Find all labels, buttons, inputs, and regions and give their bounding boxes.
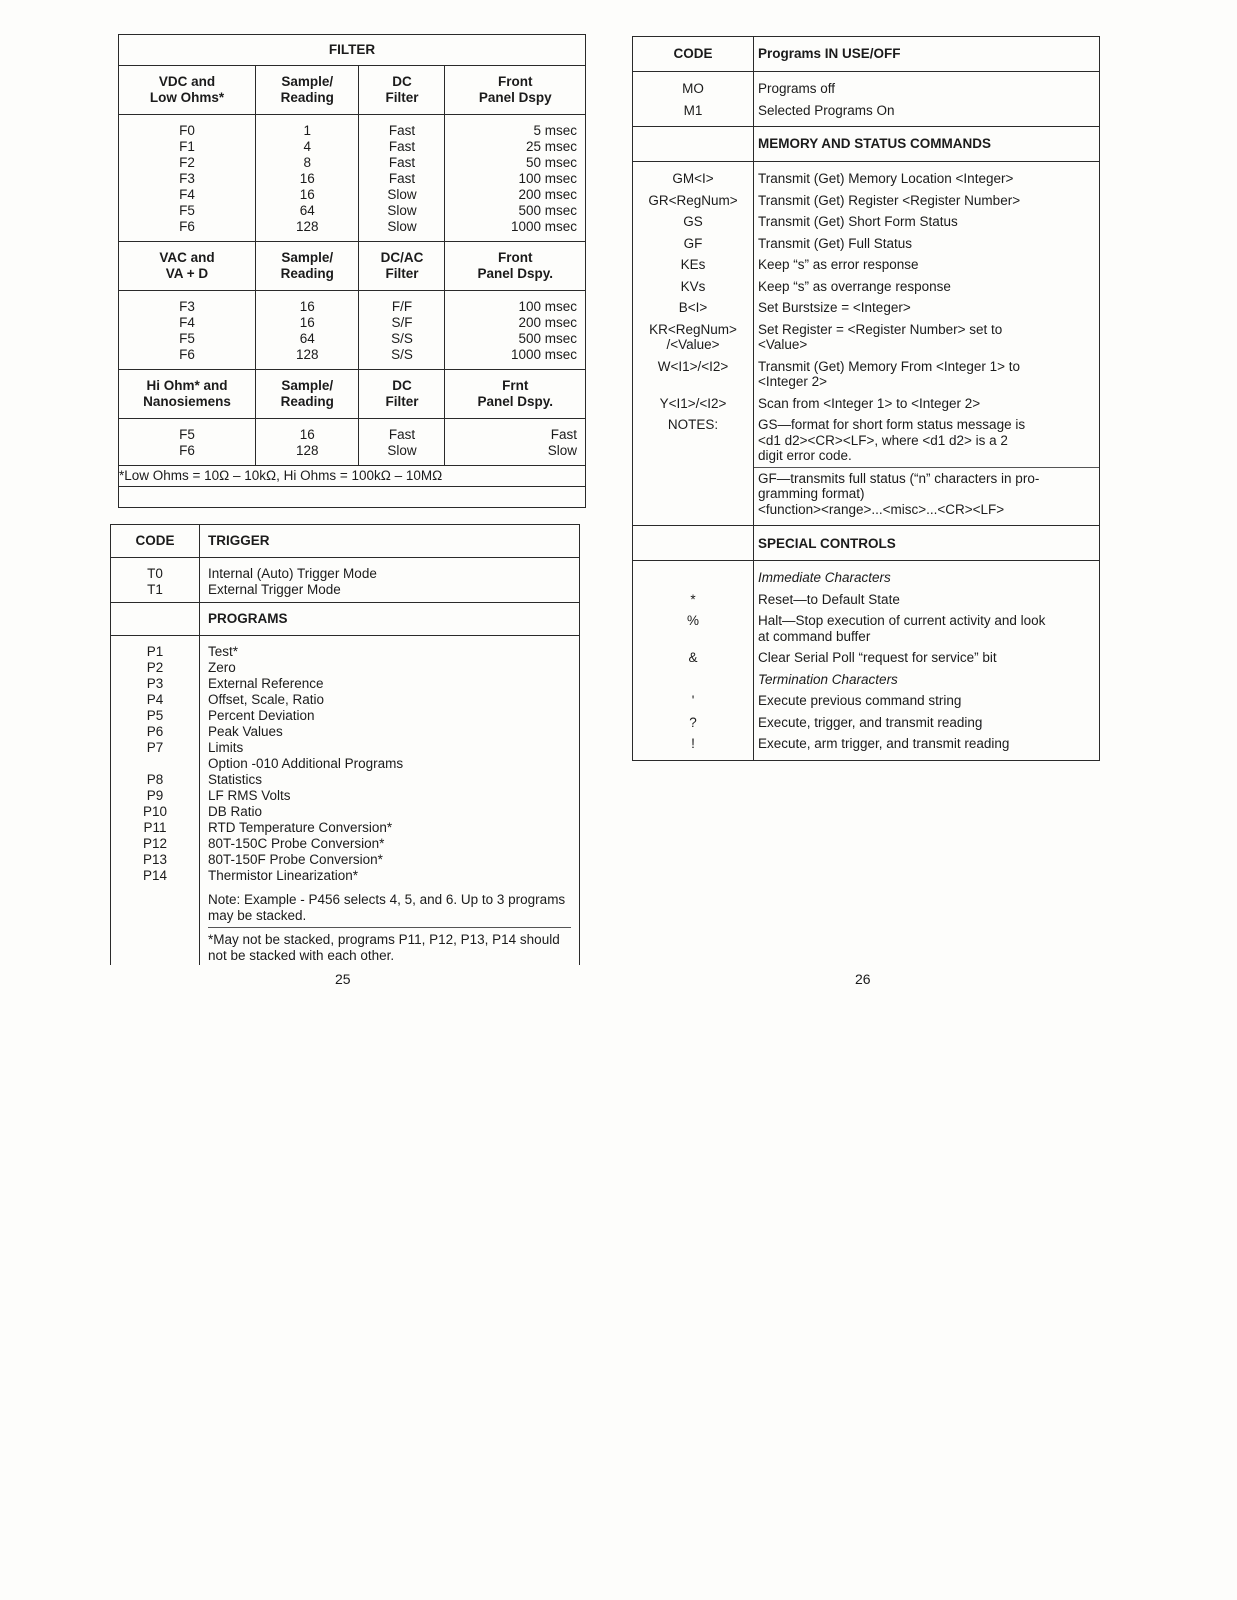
filter-column-stack [127, 427, 247, 459]
trigger-description: Internal (Auto) Trigger Mode [208, 566, 377, 581]
filter-cell: Fast [388, 139, 416, 154]
special-control-char: * [633, 589, 754, 611]
filter-group-header [119, 242, 586, 291]
memory-command-description: Transmit (Get) Memory From <Integer 1> to <Integer 2> [754, 356, 1100, 393]
memory-command-code: B<I> [633, 297, 754, 319]
filter-column-header: Frnt Panel Dspy. [445, 370, 586, 419]
special-control-char: ' [633, 690, 754, 712]
memory-command-row [633, 162, 1100, 190]
filter-column-cells [359, 115, 445, 242]
filter-cell: 200 msec [518, 187, 577, 202]
memory-command-description: GS—format for short form status message is <d1 d2><CR><LF>, where <d1 d2> is a 2 digit error code. [754, 414, 1100, 467]
filter-cell: F2 [179, 155, 195, 170]
program-code: P7 [146, 740, 164, 755]
filter-cell: 50 msec [525, 155, 577, 170]
memory-command-description: Transmit (Get) Short Form Status [754, 211, 1100, 233]
memory-command-code: GS [633, 211, 754, 233]
trigger-description: External Trigger Mode [208, 582, 341, 597]
filter-column-header: DC Filter [359, 66, 445, 115]
filter-column-cells [445, 291, 586, 370]
special-control-description: Termination Characters [754, 669, 1100, 691]
filter-column-header: VAC and VA + D [119, 242, 256, 291]
memory-command-code: KVs [633, 276, 754, 298]
trigger-descriptions [208, 566, 571, 598]
special-control-row [633, 610, 1100, 647]
trigger-code-header: CODE [111, 525, 200, 558]
programs-note-exclusions: *May not be stacked, programs P11, P12, P13, P14 should not be stacked with each other. [208, 932, 560, 963]
filter-column-cells [256, 291, 359, 370]
filter-spacer [119, 487, 586, 508]
memory-command-row [633, 254, 1100, 276]
special-control-description: Halt—Stop execution of current activity and look at command buffer [754, 610, 1100, 647]
memory-command-description: Keep “s” as error response [754, 254, 1100, 276]
program-code: P2 [146, 660, 164, 675]
filter-cell: 16 [299, 171, 315, 186]
memory-command-code: GM<I> [633, 162, 754, 190]
memory-command-row [633, 414, 1100, 467]
programs-code-blank [111, 603, 200, 636]
filter-column-stack [367, 123, 436, 235]
filter-column-stack [453, 427, 577, 459]
special-control-row [633, 589, 1100, 611]
special-control-description: Reset—to Default State [754, 589, 1100, 611]
page-number-right: 26 [855, 971, 871, 987]
programs-inuse-code: MO [633, 72, 754, 100]
filter-column-stack [453, 299, 577, 363]
filter-cell: F3 [179, 171, 195, 186]
memory-command-row [633, 393, 1100, 415]
filter-column-header: Front Panel Dspy. [445, 242, 586, 291]
filter-column-cells [119, 419, 256, 466]
programs-inuse-description: Selected Programs On [754, 100, 1100, 127]
filter-cell: F6 [179, 219, 195, 234]
special-control-row [633, 690, 1100, 712]
filter-cell: Fast [388, 155, 416, 170]
filter-column-stack [264, 123, 350, 235]
program-description: RTD Temperature Conversion* [208, 820, 393, 835]
program-code: P13 [142, 852, 168, 867]
memory-command-description: Transmit (Get) Full Status [754, 233, 1100, 255]
memory-command-code: GF [633, 233, 754, 255]
filter-column-stack [264, 299, 350, 363]
programs-inuse-code: M1 [633, 100, 754, 127]
program-description: External Reference [208, 676, 324, 691]
program-code: P9 [146, 788, 164, 803]
memory-command-description: Scan from <Integer 1> to <Integer 2> [754, 393, 1100, 415]
special-control-char: & [633, 647, 754, 669]
filter-cell: Fast [388, 427, 416, 442]
filter-column-header: Sample/ Reading [256, 370, 359, 419]
memory-command-row [633, 211, 1100, 233]
special-code-blank [633, 526, 754, 561]
filter-cell: F1 [179, 139, 195, 154]
program-description: LF RMS Volts [208, 788, 291, 803]
filter-cell: F3 [179, 299, 195, 314]
special-title: SPECIAL CONTROLS [754, 526, 1100, 561]
programs-note-stacking: Note: Example - P456 selects 4, 5, and 6. Up to 3 programs may be stacked. [208, 884, 571, 928]
special-control-description: Clear Serial Poll “request for service” bit [754, 647, 1100, 669]
filter-group-body [119, 291, 586, 370]
filter-cell: F6 [179, 443, 195, 458]
filter-cell: F4 [179, 315, 195, 330]
filter-cell: 4 [303, 139, 311, 154]
page-number-left: 25 [335, 971, 351, 987]
filter-cell: S/S [391, 347, 413, 362]
special-control-description: Immediate Characters [754, 561, 1100, 589]
filter-cell: 16 [299, 427, 315, 442]
filter-cell: 128 [295, 219, 319, 234]
memory-command-code: KEs [633, 254, 754, 276]
trigger-code: T1 [147, 582, 163, 597]
programs-title: PROGRAMS [200, 603, 580, 636]
filter-group-header [119, 66, 586, 115]
program-code: P10 [142, 804, 168, 819]
filter-cell: Fast [388, 123, 416, 138]
filter-cell: F/F [391, 299, 413, 314]
program-code: P1 [146, 644, 164, 659]
special-control-row [633, 669, 1100, 691]
filter-cell: Slow [387, 443, 417, 458]
memory-command-code: W<I1>/<I2> [633, 356, 754, 393]
filter-cell: 500 msec [518, 331, 577, 346]
filter-column-cells [359, 291, 445, 370]
programs-inuse-title: Programs IN USE/OFF [754, 37, 1100, 72]
memory-command-row [633, 190, 1100, 212]
program-description: Option -010 Additional Programs [208, 756, 404, 771]
special-control-description: Execute previous command string [754, 690, 1100, 712]
filter-column-header: Sample/ Reading [256, 242, 359, 291]
special-control-row [633, 712, 1100, 734]
special-control-char: ? [633, 712, 754, 734]
filter-title: FILTER [119, 35, 586, 66]
filter-group-body [119, 115, 586, 242]
special-control-char [633, 669, 754, 691]
program-description: Limits [208, 740, 244, 755]
programs-inuse-row [633, 100, 1100, 127]
filter-footnote: *Low Ohms = 10Ω – 10kΩ, Hi Ohms = 100kΩ – 10MΩ [119, 466, 586, 487]
filter-column-header: DC Filter [359, 370, 445, 419]
trigger-title: TRIGGER [200, 525, 580, 558]
filter-cell: Slow [547, 443, 577, 458]
filter-cell: F4 [179, 187, 195, 202]
filter-cell: 16 [299, 315, 315, 330]
program-description: Offset, Scale, Ratio [208, 692, 325, 707]
filter-column-cells [119, 115, 256, 242]
memory-command-description: Transmit (Get) Memory Location <Integer> [754, 162, 1100, 190]
memory-command-row [633, 233, 1100, 255]
memory-command-row [633, 356, 1100, 393]
filter-cell: F6 [179, 347, 195, 362]
filter-cell: 1 [303, 123, 311, 138]
filter-cell: 5 msec [533, 123, 577, 138]
filter-cell: 128 [295, 443, 319, 458]
program-code [111, 756, 199, 772]
special-control-char [633, 561, 754, 589]
special-control-description: Execute, trigger, and transmit reading [754, 712, 1100, 734]
filter-column-stack [127, 299, 247, 363]
filter-table [118, 34, 586, 508]
filter-cell: 16 [299, 299, 315, 314]
filter-cell: 100 msec [518, 299, 577, 314]
memory-command-description: GF—transmits full status (“n” characters in pro- gramming format) <function><range>...<misc>...<CR><LF> [754, 467, 1100, 526]
filter-column-cells [119, 291, 256, 370]
memory-title: MEMORY AND STATUS COMMANDS [754, 127, 1100, 162]
program-description: Percent Deviation [208, 708, 315, 723]
program-description: 80T-150C Probe Conversion* [208, 836, 385, 851]
filter-column-header: Hi Ohm* and Nanosiemens [119, 370, 256, 419]
programs-inuse-row [633, 72, 1100, 100]
filter-column-stack [367, 427, 436, 459]
filter-cell: Slow [387, 187, 417, 202]
filter-column-stack [127, 123, 247, 235]
special-control-row [633, 647, 1100, 669]
filter-cell: Fast [550, 427, 577, 442]
special-control-char: ! [633, 733, 754, 760]
filter-cell: Slow [387, 219, 417, 234]
programs-inuse-description: Programs off [754, 72, 1100, 100]
memory-command-code: KR<RegNum> /<Value> [633, 319, 754, 356]
program-description: Statistics [208, 772, 263, 787]
memory-command-code [633, 467, 754, 526]
program-code: P3 [146, 676, 164, 691]
filter-cell: F0 [179, 123, 195, 138]
filter-cell: Slow [387, 203, 417, 218]
memory-command-description: Set Register = <Register Number> set to <Value> [754, 319, 1100, 356]
filter-cell: 200 msec [518, 315, 577, 330]
filter-cell: 64 [299, 203, 315, 218]
filter-cell: Fast [388, 171, 416, 186]
filter-cell: 128 [295, 347, 319, 362]
program-code: P12 [142, 836, 168, 851]
program-description: Peak Values [208, 724, 283, 739]
filter-cell: 100 msec [518, 171, 577, 186]
special-control-row [633, 733, 1100, 760]
filter-column-cells [445, 419, 586, 466]
filter-column-header: VDC and Low Ohms* [119, 66, 256, 115]
filter-column-cells [256, 419, 359, 466]
memory-command-description: Set Burstsize = <Integer> [754, 297, 1100, 319]
program-code: P14 [142, 868, 168, 883]
memory-command-code: Y<I1>/<I2> [633, 393, 754, 415]
program-descriptions [208, 644, 571, 884]
trigger-code: T0 [147, 566, 163, 581]
memory-command-row [633, 297, 1100, 319]
filter-column-cells [359, 419, 445, 466]
filter-cell: 8 [303, 155, 311, 170]
memory-command-row [633, 319, 1100, 356]
program-code: P8 [146, 772, 164, 787]
filter-column-header: Front Panel Dspy [445, 66, 586, 115]
program-code: P5 [146, 708, 164, 723]
program-description: Thermistor Linearization* [208, 868, 359, 883]
special-control-description: Execute, arm trigger, and transmit reading [754, 733, 1100, 760]
memory-code-blank [633, 127, 754, 162]
memory-command-code: GR<RegNum> [633, 190, 754, 212]
memory-command-row [633, 467, 1100, 526]
filter-column-stack [367, 299, 436, 363]
filter-cell: 25 msec [525, 139, 577, 154]
memory-command-row [633, 276, 1100, 298]
program-code: P4 [146, 692, 164, 707]
filter-column-cells [445, 115, 586, 242]
filter-cell: 16 [299, 187, 315, 202]
filter-cell: S/F [391, 315, 413, 330]
program-description: Zero [208, 660, 236, 675]
memory-command-description: Keep “s” as overrange response [754, 276, 1100, 298]
memory-command-description: Transmit (Get) Register <Register Number> [754, 190, 1100, 212]
program-description: DB Ratio [208, 804, 263, 819]
filter-cell: F5 [179, 427, 195, 442]
filter-column-stack [453, 123, 577, 235]
filter-cell: S/S [391, 331, 413, 346]
filter-cell: 64 [299, 331, 315, 346]
filter-column-cells [256, 115, 359, 242]
program-description: Test* [208, 644, 239, 659]
filter-column-stack [264, 427, 350, 459]
program-description: 80T-150F Probe Conversion* [208, 852, 383, 867]
filter-group-header [119, 370, 586, 419]
program-codes [111, 644, 199, 884]
trigger-programs-table [110, 524, 580, 965]
commands-table [632, 36, 1100, 761]
filter-cell: F5 [179, 203, 195, 218]
right-code-header: CODE [633, 37, 754, 72]
filter-cell: 1000 msec [510, 347, 577, 362]
filter-cell: F5 [179, 331, 195, 346]
memory-command-code: NOTES: [633, 414, 754, 467]
program-code: P6 [146, 724, 164, 739]
filter-cell: 500 msec [518, 203, 577, 218]
filter-column-header: Sample/ Reading [256, 66, 359, 115]
program-code: P11 [143, 820, 167, 835]
filter-cell: 1000 msec [510, 219, 577, 234]
special-control-row [633, 561, 1100, 589]
special-control-char: % [633, 610, 754, 647]
trigger-codes [111, 566, 199, 598]
filter-group-body [119, 419, 586, 466]
filter-column-header: DC/AC Filter [359, 242, 445, 291]
